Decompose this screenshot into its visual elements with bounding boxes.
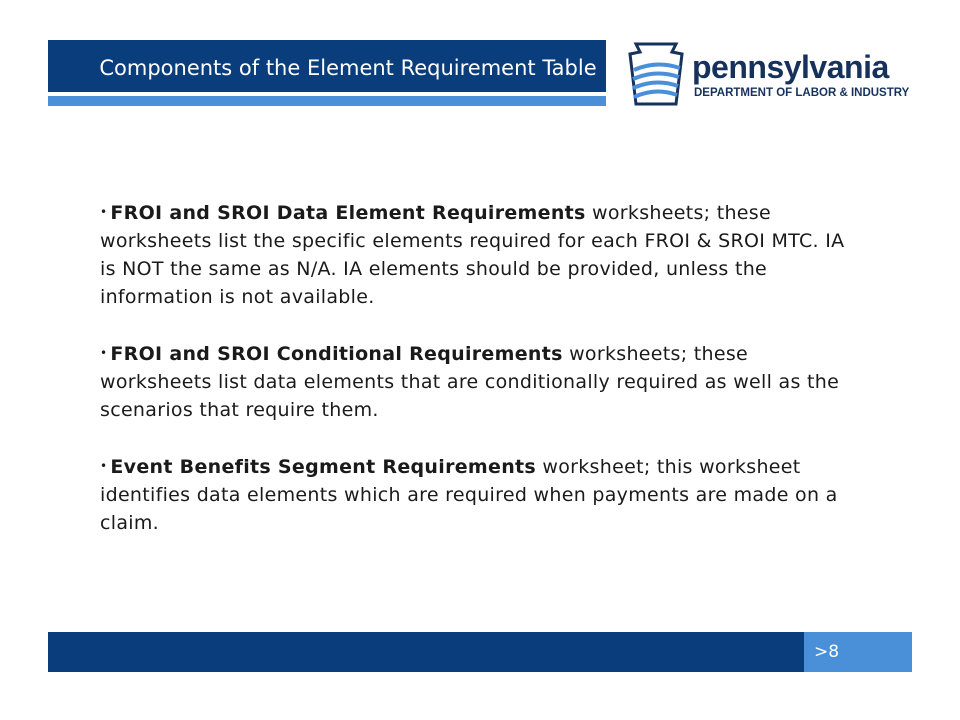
page-number-box xyxy=(804,632,912,672)
logo-wordmark: pennsylvania xyxy=(692,49,889,85)
bullet-heading: FROI and SROI Conditional Requirements xyxy=(110,343,563,365)
bullet-list xyxy=(100,198,860,565)
bullet-icon: • xyxy=(100,205,108,219)
footer-bar xyxy=(48,632,804,672)
slide-title: Components of the Element Requirement Table xyxy=(99,56,597,80)
title-underline xyxy=(48,96,606,106)
bullet-text: worksheet; this worksheet identifies data elements which are required when payments are made on a claim. xyxy=(100,456,838,534)
pennsylvania-logo xyxy=(622,42,922,110)
bullet-item-event-benefits xyxy=(100,452,860,537)
keystone-emblem-icon xyxy=(622,42,690,110)
bullet-item-conditional xyxy=(100,339,860,424)
logo-subtitle: DEPARTMENT OF LABOR & INDUSTRY xyxy=(694,87,910,99)
bullet-icon: • xyxy=(100,459,108,473)
bullet-heading: Event Benefits Segment Requirements xyxy=(110,456,537,478)
bullet-text: worksheets; these worksheets list the specific elements required for each FROI & SROI MTC. IA is NOT the same as N/A. IA elements should be provided, unless the information is not available. xyxy=(100,202,845,308)
bullet-text: worksheets; these worksheets list data elements that are conditionally required as well as the scenarios that require them. xyxy=(100,343,840,421)
bullet-heading: FROI and SROI Data Element Requirements xyxy=(110,202,586,224)
title-bar xyxy=(48,40,606,92)
bullet-icon: • xyxy=(100,346,108,360)
bullet-item-data-element xyxy=(100,198,860,311)
page-number: >8 xyxy=(814,642,840,662)
